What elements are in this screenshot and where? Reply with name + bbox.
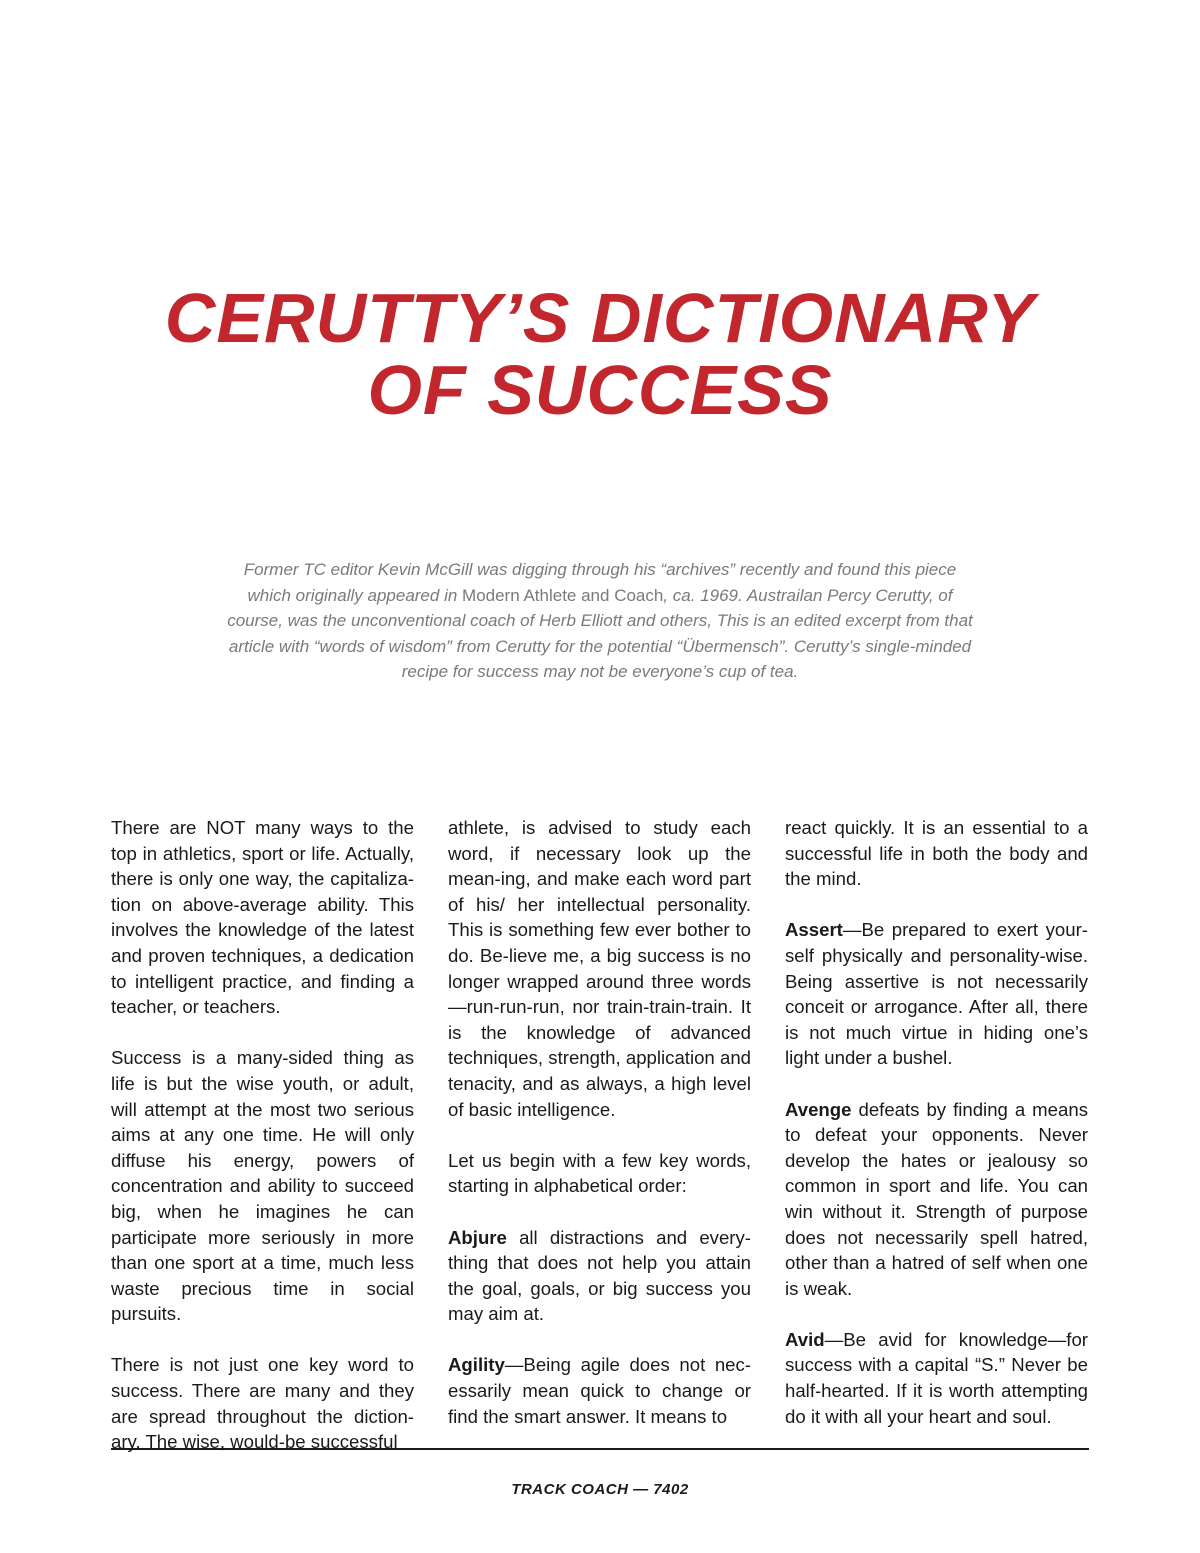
definition-agility: —Being agile does not nec-essarily mean quick to change or find the smart answer. It means to xyxy=(448,1354,751,1427)
body-paragraph: There is not just one key word to success. There are many and they are spread throughout the diction-ary. The wise, would-be successful xyxy=(111,1354,414,1453)
intro-paragraph xyxy=(225,557,975,685)
entry-abjure xyxy=(448,1225,751,1327)
text-column-2 xyxy=(448,815,751,1429)
definition-abjure: all distractions and every-thing that does not help you attain the goal, goals, or big success you may aim at. xyxy=(448,1226,751,1325)
intro-text-part-2: , ca. 1969. Austrailan Percy Cerutty, of course, was the unconventional coach of Herb Elliott and others, This is an edited excerpt from that article with “words of wisdom” from Cerutty for the potential “Übermensch”. Cerutty’s single-minded recipe for success may not be everyone’s cup of tea. xyxy=(227,585,973,681)
definition-assert: —Be prepared to exert your-self physically and personality-wise. Being assertive is not necessarily conceit or arrogance. After all, there is not much virtue in hiding one’s light under a bushel. xyxy=(785,919,1088,1069)
body-paragraph: Success is a many-sided thing as life is but the wise youth, or adult, will attempt at the most two serious aims at any one time. He will only diffuse his energy, powers of concentration and ability to succeed big, when he imagines he can participate more seriously in more than one sport at a time, much less waste precious time in social pursuits. xyxy=(111,1047,414,1325)
intro-text-part-1: Former TC editor Kevin McGill was digging through his “archives” recently and found this piece which originally appeared in xyxy=(243,560,957,605)
intro-publication-name: Modern Athlete and Coach xyxy=(462,585,664,605)
entry-avenge xyxy=(785,1097,1088,1302)
body-paragraph: Let us begin with a few key words, starting in alphabetical order: xyxy=(448,1149,751,1197)
text-column-3 xyxy=(785,815,1088,1429)
article-title-line-1: CERUTTY’S DICTIONARY xyxy=(164,279,1036,357)
body-paragraph: react quickly. It is an essential to a successful life in both the body and the mind. xyxy=(785,817,1088,890)
body-paragraph: There are NOT many ways to the top in athletics, sport or life. Actually, there is only one way, the capitaliza-tion on above-average ability. This involves the knowledge of the latest and proven techniques, a dedication to intelligent practice, and finding a teacher, or teachers. xyxy=(111,817,414,1018)
footer-divider xyxy=(111,1448,1089,1450)
term-assert: Assert xyxy=(785,919,843,941)
article-title xyxy=(0,279,1200,429)
body-paragraph: athlete, is advised to study each word, if necessary look up the mean-ing, and make each word part of his/ her intellectual personality. This is something few ever bother to do. Be-lieve me, a big success is no longer wrapped around three words—run-run-run, nor train-train-train. It is the knowledge of advanced techniques, strength, application and tenacity, and as always, a high level of basic intelligence. xyxy=(448,817,751,1120)
term-avenge: Avenge xyxy=(785,1098,852,1120)
definition-avenge: defeats by finding a means to defeat your opponents. Never develop the hates or jealousy so common in sport and life. You can win without it. Strength of purpose does not necessarily spell hatred, other than a hatred of self when one is weak. xyxy=(785,1098,1088,1299)
term-agility: Agility xyxy=(448,1354,505,1376)
definition-avid: —Be avid for knowledge—for success with a capital “S.” Never be half-hearted. If it is worth attempting do it with all your heart and soul. xyxy=(785,1328,1088,1427)
article-title-line-2: OF SUCCESS xyxy=(367,351,833,429)
term-avid: Avid xyxy=(785,1328,825,1350)
entry-assert xyxy=(785,917,1088,1071)
entry-agility xyxy=(448,1352,751,1429)
text-column-1 xyxy=(111,815,414,1455)
page-footer: TRACK COACH — 7402 xyxy=(511,1481,689,1498)
entry-avid xyxy=(785,1327,1088,1429)
term-abjure: Abjure xyxy=(448,1226,507,1248)
